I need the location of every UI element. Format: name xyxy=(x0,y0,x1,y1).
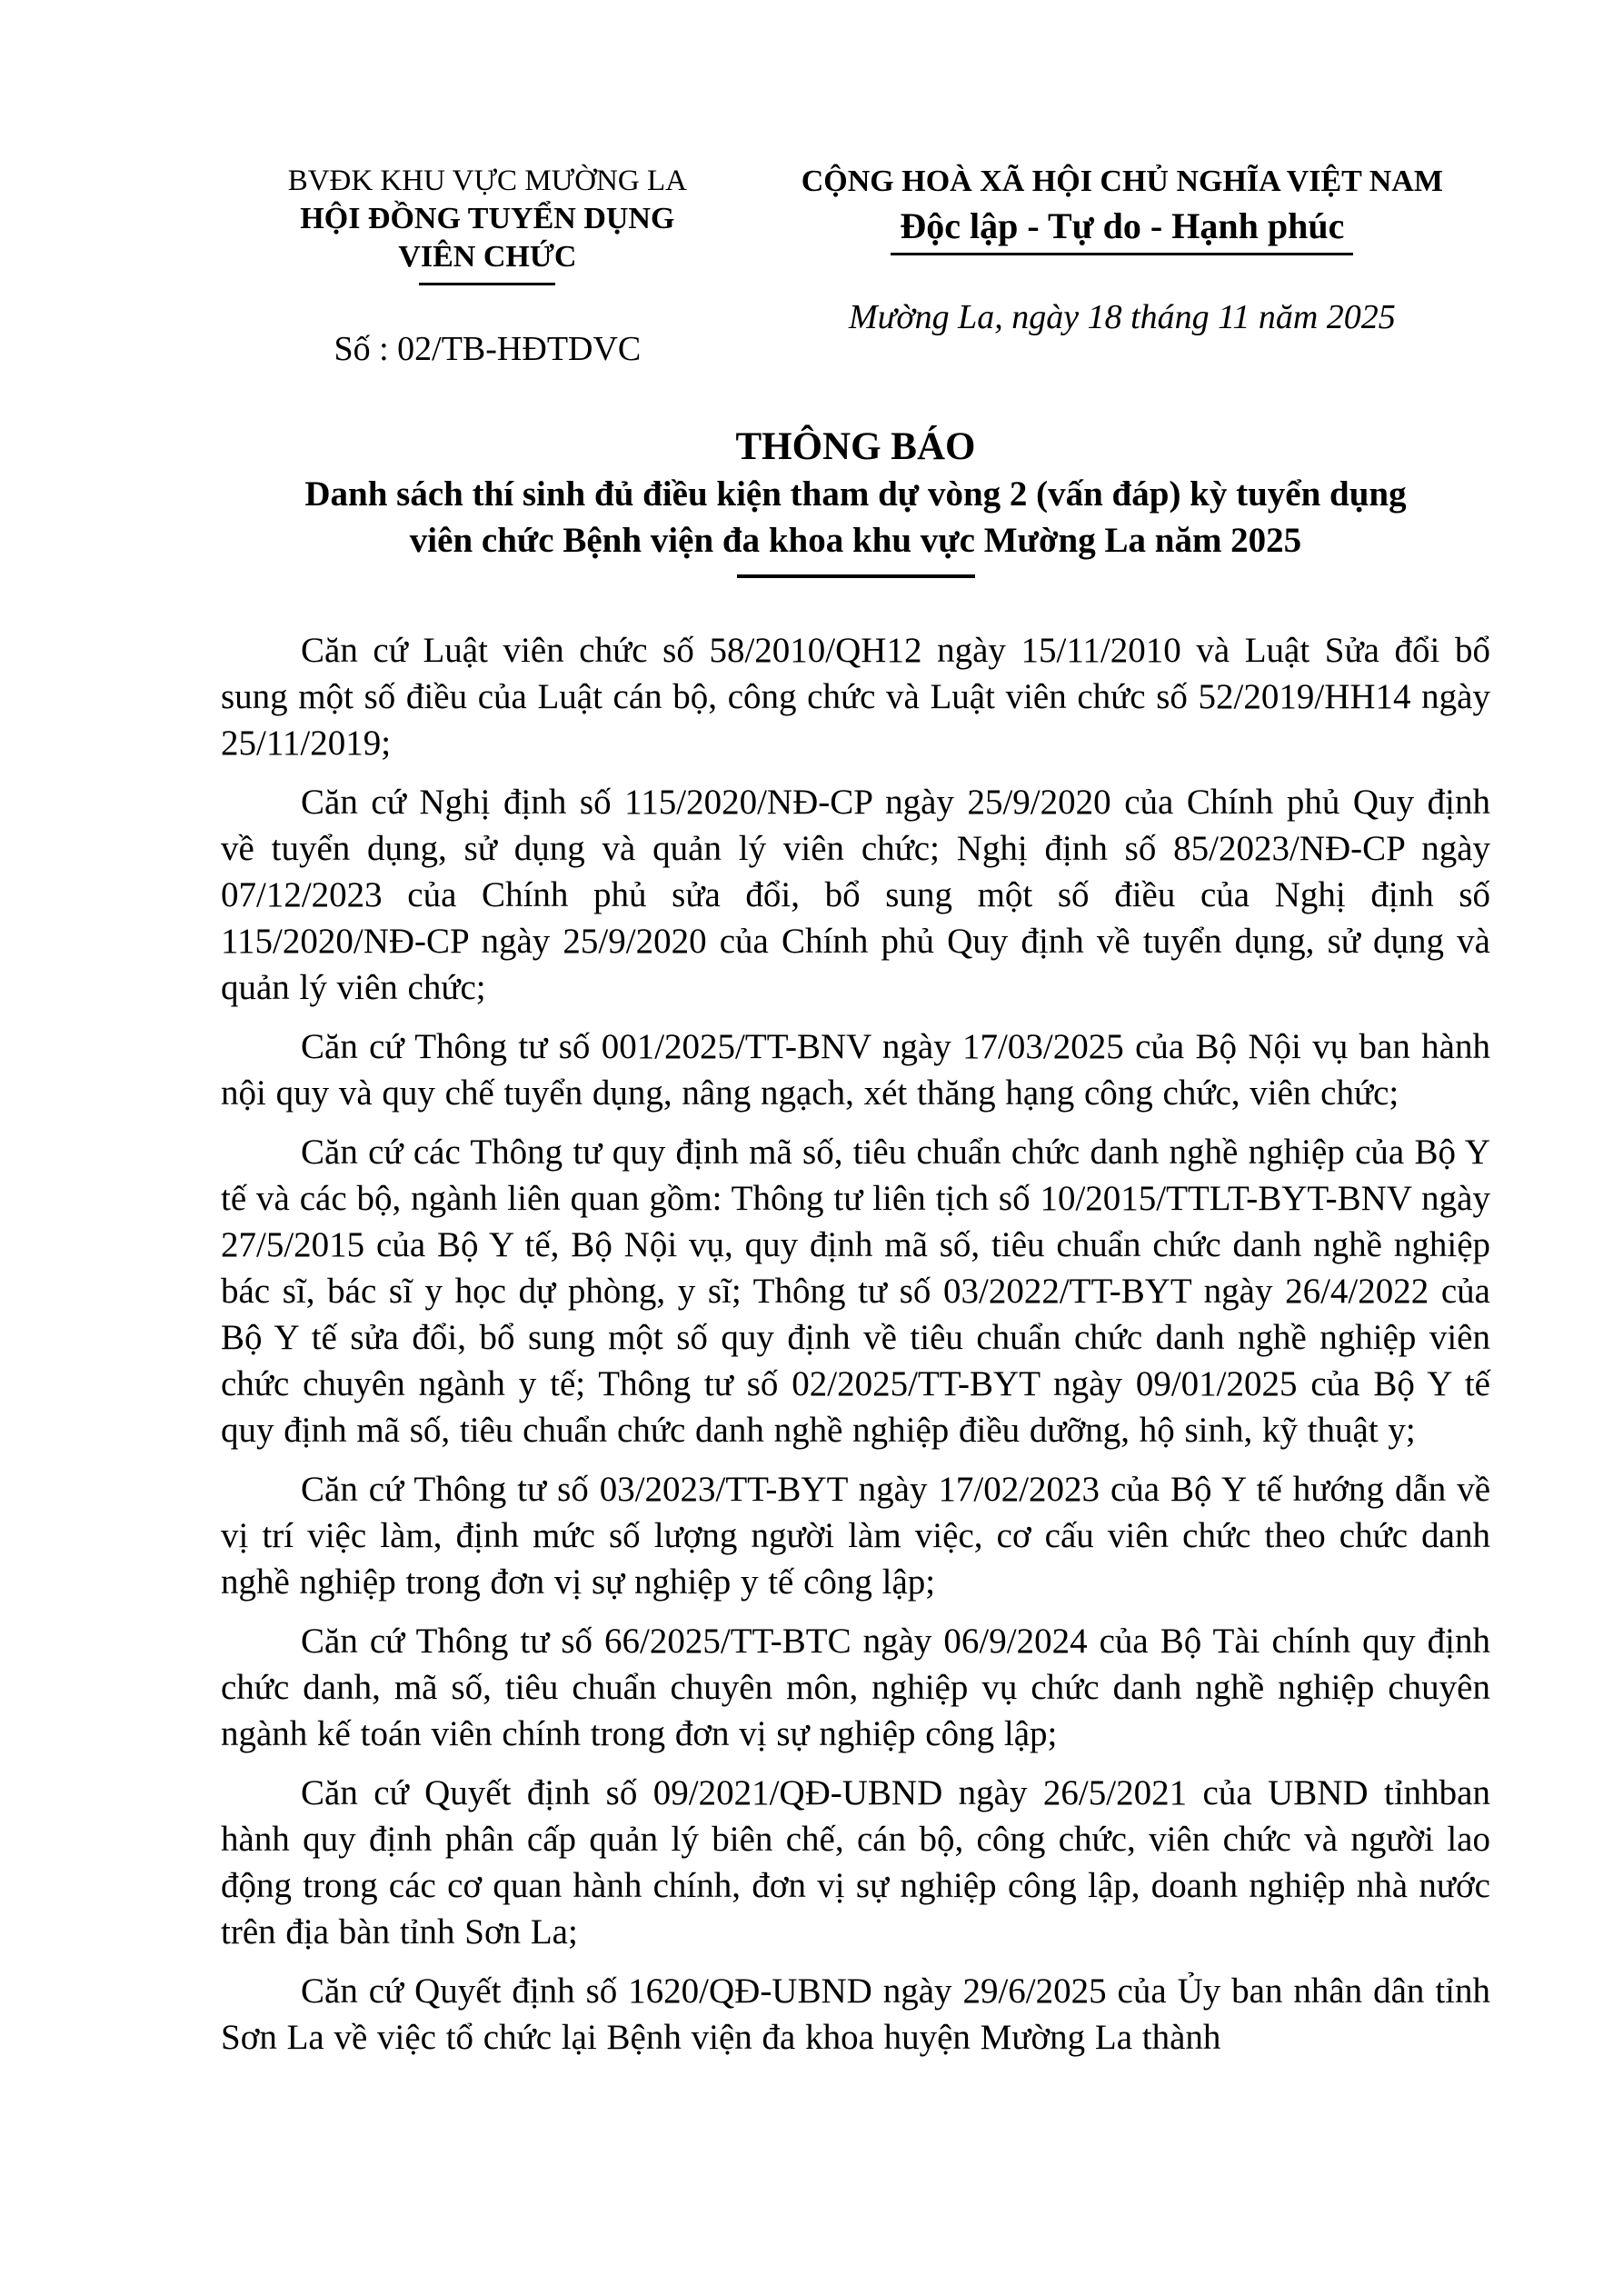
document-title-block xyxy=(221,424,1490,578)
national-motto xyxy=(754,204,1490,255)
document-subtitle-line1: Danh sách thí sinh đủ điều kiện tham dự vòng 2 (vấn đáp) kỳ tuyển dụng xyxy=(304,474,1407,514)
document-title: THÔNG BÁO xyxy=(735,425,976,468)
body-paragraph: Căn cứ Nghị định số 115/2020/NĐ-CP ngày 25/9/2020 của Chính phủ Quy định về tuyển dụng, sử dụng và quản lý viên chức; Nghị định số 85/2023/NĐ-CP ngày 07/12/2023 của Chính phủ sửa đổi, bổ sung một số điều của Nghị định số 115/2020/NĐ-CP ngày 25/9/2020 của Chính phủ Quy định về tuyển dụng, sử dụng và quản lý viên chức; xyxy=(221,783,1490,1007)
org-name-line3: VIÊN CHỨC xyxy=(398,240,577,274)
body-paragraph: Căn cứ Thông tư số 03/2023/TT-BYT ngày 17/02/2023 của Bộ Y tế hướng dẫn về vị trí việc làm, định mức số lượng người làm việc, cơ cấu viên chức theo chức danh nghề nghiệp trong đơn vị sự nghiệp y tế công lập; xyxy=(221,1470,1490,1602)
document-body xyxy=(221,627,1490,2061)
national-motto-block xyxy=(754,162,1490,371)
body-paragraph: Căn cứ Thông tư số 001/2025/TT-BNV ngày 17/03/2025 của Bộ Nội vụ ban hành nội quy và quy chế tuyển dụng, nâng ngạch, xét thăng hạng công chức, viên chức; xyxy=(221,1027,1490,1113)
org-name-line1: BVĐK KHU VỰC MƯỜNG LA xyxy=(287,165,687,197)
org-divider-rule xyxy=(419,283,555,285)
body-paragraph: Căn cứ các Thông tư quy định mã số, tiêu chuẩn chức danh nghề nghiệp của Bộ Y tế và các bộ, ngành liên quan gồm: Thông tư liên tịch số 10/2015/TTLT-BYT-BNV ngày 27/5/2015 của Bộ Y tế, Bộ Nội vụ, quy định mã số, tiêu chuẩn chức danh nghề nghiệp bác sĩ, bác sĩ y học dự phòng, y sĩ; Thông tư số 03/2022/TT-BYT ngày 26/4/2022 của Bộ Y tế sửa đổi, bổ sung một số quy định về tiêu chuẩn chức danh nghề nghiệp viên chức chuyên ngành y tế; Thông tư số 02/2025/TT-BYT ngày 09/01/2025 của Bộ Y tế quy định mã số, tiêu chuẩn chức danh nghề nghiệp điều dưỡng, hộ sinh, kỹ thuật y; xyxy=(221,1133,1490,1450)
body-paragraph: Căn cứ Quyết định số 09/2021/QĐ-UBND ngày 26/5/2021 của UBND tỉnhban hành quy định phân cấp quản lý biên chế, cán bộ, công chức, viên chức và người lao động trong các cơ quan hành chính, đơn vị sự nghiệp công lập, doanh nghiệp nhà nước trên địa bàn tỉnh Sơn La; xyxy=(221,1773,1490,1952)
title-divider-rule xyxy=(737,574,975,578)
place-dateline: Mường La, ngày 18 tháng 11 năm 2025 xyxy=(848,298,1396,336)
issuing-org-block xyxy=(221,162,754,371)
document-number: Số : 02/TB-HĐTDVC xyxy=(334,330,642,368)
document-subtitle-line2: viên chức Bệnh viện đa khoa khu vực Mường La năm 2025 xyxy=(409,521,1302,560)
document-header xyxy=(221,162,1490,371)
body-paragraph: Căn cứ Quyết định số 1620/QĐ-UBND ngày 29/6/2025 của Ủy ban nhân dân tỉnh Sơn La về việc tổ chức lại Bệnh viện đa khoa huyện Mường La thành xyxy=(221,1972,1490,2057)
national-motto-text: Độc lập - Tự do - Hạnh phúc xyxy=(891,204,1353,255)
org-name-line2: HỘI ĐỒNG TUYỂN DỤNG xyxy=(300,202,675,235)
national-title: CỘNG HOÀ XÃ HỘI CHỦ NGHĨA VIỆT NAM xyxy=(801,165,1443,198)
body-paragraph: Căn cứ Thông tư số 66/2025/TT-BTC ngày 06/9/2024 của Bộ Tài chính quy định chức danh, mã số, tiêu chuẩn chuyên môn, nghiệp vụ chức danh nghề nghiệp chuyên ngành kế toán viên chính trong đơn vị sự nghiệp công lập; xyxy=(221,1622,1490,1753)
body-paragraph: Căn cứ Luật viên chức số 58/2010/QH12 ngày 15/11/2010 và Luật Sửa đổi bổ sung một số điều của Luật cán bộ, công chức và Luật viên chức số 52/2019/HH14 ngày 25/11/2019; xyxy=(221,631,1490,763)
